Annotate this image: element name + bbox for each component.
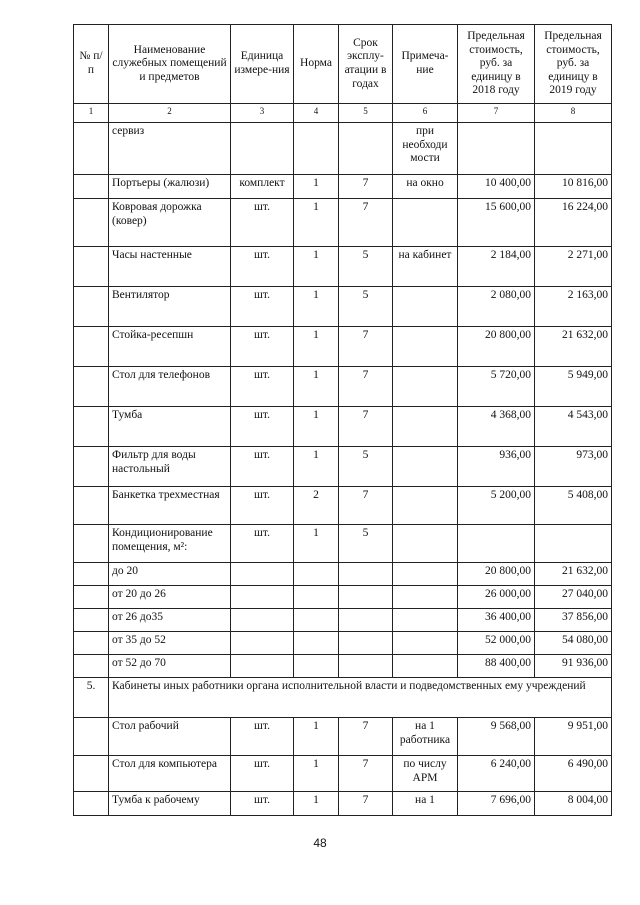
column-number: 3 [231, 104, 294, 123]
item-norm [294, 123, 339, 175]
row-number [74, 718, 109, 756]
column-number-row [74, 104, 612, 123]
table-row [74, 756, 612, 792]
item-price-2018: 88 400,00 [458, 655, 535, 678]
item-price-2019: 10 816,00 [535, 175, 612, 199]
item-price-2018: 5 200,00 [458, 487, 535, 525]
row-number [74, 175, 109, 199]
item-price-2018: 10 400,00 [458, 175, 535, 199]
item-note [393, 525, 458, 563]
item-norm: 1 [294, 525, 339, 563]
row-number [74, 123, 109, 175]
header-unit: Единица измере-ния [231, 25, 294, 104]
item-name: Стол для компьютера [109, 756, 231, 792]
item-term [339, 563, 393, 586]
item-norm: 1 [294, 199, 339, 247]
header-term: Срок эксплу-атации в годах [339, 25, 393, 104]
header-norm: Норма [294, 25, 339, 104]
item-name: Тумба к рабочему [109, 792, 231, 816]
table-row [74, 586, 612, 609]
item-unit [231, 586, 294, 609]
item-term: 5 [339, 247, 393, 287]
column-number: 4 [294, 104, 339, 123]
item-note [393, 586, 458, 609]
item-note [393, 632, 458, 655]
item-term [339, 123, 393, 175]
item-unit: шт. [231, 327, 294, 367]
item-norm [294, 655, 339, 678]
item-term [339, 609, 393, 632]
item-term: 7 [339, 487, 393, 525]
item-price-2018: 2 080,00 [458, 287, 535, 327]
row-number [74, 247, 109, 287]
table-row [74, 327, 612, 367]
item-note [393, 367, 458, 407]
row-number [74, 407, 109, 447]
item-term [339, 632, 393, 655]
item-note [393, 287, 458, 327]
item-price-2018: 26 000,00 [458, 586, 535, 609]
item-unit [231, 123, 294, 175]
column-number: 2 [109, 104, 231, 123]
item-price-2019: 5 949,00 [535, 367, 612, 407]
item-note: на 1 [393, 792, 458, 816]
item-term [339, 586, 393, 609]
item-name: от 52 до 70 [109, 655, 231, 678]
row-number [74, 287, 109, 327]
row-number [74, 487, 109, 525]
item-price-2018: 20 800,00 [458, 563, 535, 586]
item-price-2019: 5 408,00 [535, 487, 612, 525]
row-number [74, 367, 109, 407]
item-unit [231, 632, 294, 655]
item-term: 5 [339, 287, 393, 327]
item-term: 7 [339, 792, 393, 816]
row-number [74, 609, 109, 632]
table-row [74, 407, 612, 447]
column-number: 7 [458, 104, 535, 123]
item-norm: 1 [294, 718, 339, 756]
item-price-2018: 2 184,00 [458, 247, 535, 287]
section-5-body [74, 718, 612, 816]
item-note: на 1 работника [393, 718, 458, 756]
item-note [393, 609, 458, 632]
item-note [393, 487, 458, 525]
row-number [74, 655, 109, 678]
item-name: Стойка-ресепшн [109, 327, 231, 367]
item-unit: шт. [231, 247, 294, 287]
item-norm: 1 [294, 327, 339, 367]
item-unit: комплект [231, 175, 294, 199]
item-price-2019: 2 271,00 [535, 247, 612, 287]
item-term: 7 [339, 199, 393, 247]
item-note [393, 563, 458, 586]
table-row [74, 287, 612, 327]
item-price-2019: 21 632,00 [535, 327, 612, 367]
item-price-2019: 9 951,00 [535, 718, 612, 756]
item-unit [231, 609, 294, 632]
item-note: по числу АРМ [393, 756, 458, 792]
item-price-2018: 15 600,00 [458, 199, 535, 247]
header-price-2019: Предельная стоимость, руб. за единицу в 2019 году [535, 25, 612, 104]
table-row [74, 792, 612, 816]
row-number [74, 447, 109, 487]
row-number [74, 199, 109, 247]
row-number [74, 586, 109, 609]
item-term [339, 655, 393, 678]
item-note: при необходи мости [393, 123, 458, 175]
header-num: № п/п [74, 25, 109, 104]
item-name: Ковровая дорожка (ковер) [109, 199, 231, 247]
item-price-2019: 54 080,00 [535, 632, 612, 655]
item-unit [231, 655, 294, 678]
item-price-2019: 4 543,00 [535, 407, 612, 447]
item-term: 7 [339, 718, 393, 756]
item-unit: шт. [231, 756, 294, 792]
item-price-2019: 6 490,00 [535, 756, 612, 792]
section-title: Кабинеты иных работники органа исполнительной власти и подведомственных ему учреждений [109, 678, 612, 718]
item-note [393, 407, 458, 447]
item-unit: шт. [231, 525, 294, 563]
item-name: Вентилятор [109, 287, 231, 327]
item-price-2019: 37 856,00 [535, 609, 612, 632]
item-term: 7 [339, 327, 393, 367]
item-price-2019: 2 163,00 [535, 287, 612, 327]
page-number: 48 [313, 836, 327, 850]
item-note [393, 447, 458, 487]
item-name: Тумба [109, 407, 231, 447]
item-unit: шт. [231, 287, 294, 327]
item-price-2018: 4 368,00 [458, 407, 535, 447]
row-number [74, 327, 109, 367]
item-price-2019: 91 936,00 [535, 655, 612, 678]
item-norm: 1 [294, 756, 339, 792]
item-name: Часы настенные [109, 247, 231, 287]
table-row [74, 367, 612, 407]
row-number [74, 756, 109, 792]
item-norm: 1 [294, 175, 339, 199]
equipment-norms-table [73, 24, 612, 816]
table-row [74, 632, 612, 655]
row-number [74, 525, 109, 563]
item-norm: 1 [294, 247, 339, 287]
item-name: от 20 до 26 [109, 586, 231, 609]
item-norm [294, 586, 339, 609]
header-row [74, 25, 612, 104]
item-price-2018: 20 800,00 [458, 327, 535, 367]
item-price-2018: 36 400,00 [458, 609, 535, 632]
table-row [74, 525, 612, 563]
item-name: Кондиционирование помещения, м²: [109, 525, 231, 563]
item-price-2018 [458, 525, 535, 563]
item-name: Банкетка трехместная [109, 487, 231, 525]
section-header-row [74, 678, 612, 718]
header-name: Наименование служебных помещений и предметов [109, 25, 231, 104]
item-norm: 1 [294, 407, 339, 447]
item-norm [294, 609, 339, 632]
item-price-2018: 936,00 [458, 447, 535, 487]
item-name: сервиз [109, 123, 231, 175]
item-unit: шт. [231, 199, 294, 247]
item-norm: 1 [294, 287, 339, 327]
item-unit: шт. [231, 487, 294, 525]
item-norm [294, 563, 339, 586]
table-row [74, 123, 612, 175]
item-name: до 20 [109, 563, 231, 586]
item-term: 7 [339, 756, 393, 792]
item-price-2019: 973,00 [535, 447, 612, 487]
item-price-2019: 27 040,00 [535, 586, 612, 609]
item-term: 7 [339, 407, 393, 447]
item-name: от 26 до35 [109, 609, 231, 632]
item-price-2019: 16 224,00 [535, 199, 612, 247]
row-number [74, 792, 109, 816]
section-5 [74, 678, 612, 718]
table-row [74, 447, 612, 487]
item-note: на окно [393, 175, 458, 199]
item-name: Фильтр для воды настольный [109, 447, 231, 487]
item-term: 5 [339, 525, 393, 563]
row-number [74, 632, 109, 655]
table-row [74, 609, 612, 632]
item-unit: шт. [231, 367, 294, 407]
item-unit [231, 563, 294, 586]
item-price-2019: 8 004,00 [535, 792, 612, 816]
section-number: 5. [74, 678, 109, 718]
item-price-2019 [535, 123, 612, 175]
item-unit: шт. [231, 447, 294, 487]
item-norm [294, 632, 339, 655]
item-price-2018: 7 696,00 [458, 792, 535, 816]
table-row [74, 199, 612, 247]
header-note: Примеча-ние [393, 25, 458, 104]
row-number [74, 563, 109, 586]
item-unit: шт. [231, 407, 294, 447]
column-number: 8 [535, 104, 612, 123]
item-price-2018: 9 568,00 [458, 718, 535, 756]
item-norm: 1 [294, 447, 339, 487]
item-name: Стол рабочий [109, 718, 231, 756]
table-body [74, 123, 612, 678]
item-price-2018: 5 720,00 [458, 367, 535, 407]
item-unit: шт. [231, 718, 294, 756]
table-row [74, 247, 612, 287]
item-term: 5 [339, 447, 393, 487]
item-price-2018: 6 240,00 [458, 756, 535, 792]
column-number: 6 [393, 104, 458, 123]
item-term: 7 [339, 367, 393, 407]
table-row [74, 175, 612, 199]
item-term: 7 [339, 175, 393, 199]
item-price-2018 [458, 123, 535, 175]
item-norm: 1 [294, 367, 339, 407]
table-row [74, 563, 612, 586]
header-price-2018: Предельная стоимость, руб. за единицу в 2018 году [458, 25, 535, 104]
item-name: от 35 до 52 [109, 632, 231, 655]
table-row [74, 655, 612, 678]
item-note: на кабинет [393, 247, 458, 287]
item-price-2018: 52 000,00 [458, 632, 535, 655]
column-number: 5 [339, 104, 393, 123]
item-price-2019 [535, 525, 612, 563]
item-name: Портьеры (жалюзи) [109, 175, 231, 199]
item-norm: 1 [294, 792, 339, 816]
column-number: 1 [74, 104, 109, 123]
item-note [393, 327, 458, 367]
item-unit: шт. [231, 792, 294, 816]
item-norm: 2 [294, 487, 339, 525]
item-name: Стол для телефонов [109, 367, 231, 407]
table-row [74, 718, 612, 756]
item-note [393, 199, 458, 247]
item-price-2019: 21 632,00 [535, 563, 612, 586]
item-note [393, 655, 458, 678]
table-row [74, 487, 612, 525]
